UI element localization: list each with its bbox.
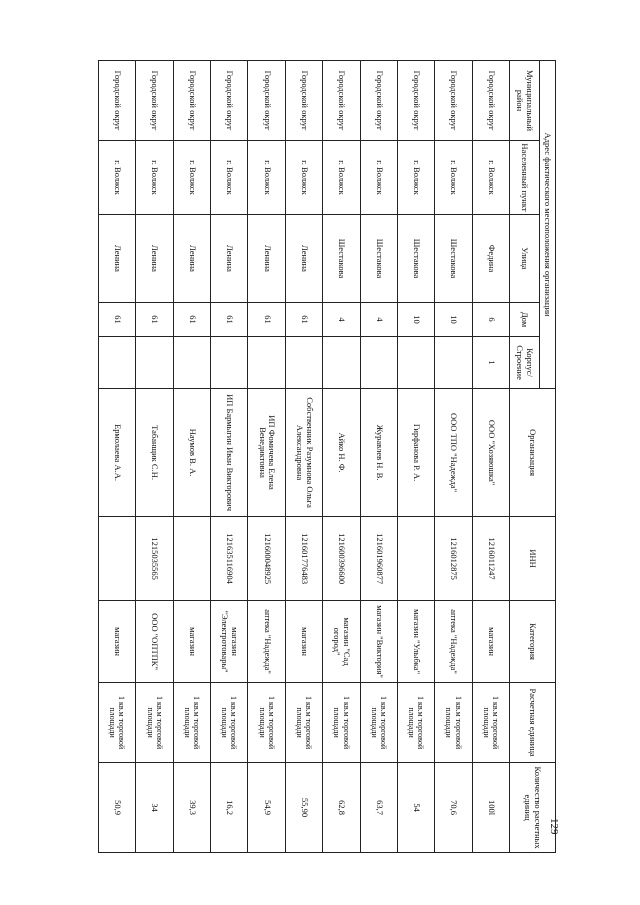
cell-unit: 1 кв.м торговой площади <box>285 683 322 763</box>
cell-district: Городской округ <box>173 61 210 141</box>
cell-organization: ИП Фомичева Елена Венедиктовна <box>248 389 285 517</box>
page-number: 129 <box>548 818 560 835</box>
cell-settlement: г. Волжск <box>136 141 173 215</box>
cell-category: магазин <box>285 601 322 683</box>
cell-settlement: г. Волжск <box>248 141 285 215</box>
cell-unit-count: 54,9 <box>248 763 285 853</box>
cell-house: 10 <box>397 303 434 337</box>
cell-unit-count: 54 <box>397 763 434 853</box>
cell-unit: 1 кв.м торговой площади <box>248 683 285 763</box>
column-header-category: Категория <box>510 601 556 683</box>
organizations-table <box>98 60 556 853</box>
table-row <box>99 61 136 853</box>
table-row <box>248 61 285 853</box>
column-header-unit-count: Количество расчетных единиц <box>510 763 556 853</box>
cell-category: магазин <box>472 601 509 683</box>
cell-district: Городской округ <box>360 61 397 141</box>
cell-category: аптека "Надежда" <box>248 601 285 683</box>
table-row <box>435 61 472 853</box>
cell-unit: 1 кв.м торговой площади <box>360 683 397 763</box>
cell-inn <box>173 517 210 601</box>
cell-unit: 1 кв.м торговой площади <box>435 683 472 763</box>
cell-district: Городской округ <box>136 61 173 141</box>
cell-settlement: г. Волжск <box>397 141 434 215</box>
column-header-settlement: Населенный пункт <box>510 141 540 215</box>
cell-settlement: г. Волжск <box>360 141 397 215</box>
cell-street: Шестакова <box>360 215 397 303</box>
cell-organization: Журавлев Н. В. <box>360 389 397 517</box>
cell-street: Шестакова <box>435 215 472 303</box>
cell-inn: 121635116904 <box>211 517 248 601</box>
cell-house: 10 <box>435 303 472 337</box>
cell-building <box>435 337 472 389</box>
cell-unit-count: 70,6 <box>435 763 472 853</box>
cell-settlement: г. Волжск <box>472 141 509 215</box>
cell-category: магазин "Улыбка" <box>397 601 434 683</box>
cell-unit-count: 63,7 <box>360 763 397 853</box>
cell-district: Городской округ <box>285 61 322 141</box>
cell-district: Городской округ <box>472 61 509 141</box>
cell-organization: ИП Бармыгин Иван Викторович <box>211 389 248 517</box>
cell-inn: 121600396600 <box>323 517 360 601</box>
cell-organization: ООО ТПО "Надежда" <box>435 389 472 517</box>
cell-inn <box>397 517 434 601</box>
cell-district: Городской округ <box>211 61 248 141</box>
cell-street: Ленина <box>248 215 285 303</box>
cell-category: магазин "Виктория" <box>360 601 397 683</box>
cell-settlement: г. Волжск <box>323 141 360 215</box>
cell-unit: 1 кв.м торговой площади <box>173 683 210 763</box>
cell-house: 6 <box>472 303 509 337</box>
cell-district: Городской округ <box>323 61 360 141</box>
cell-category: аптека "Надежда" <box>435 601 472 683</box>
cell-inn: 1216012875 <box>435 517 472 601</box>
cell-street: Ленина <box>285 215 322 303</box>
column-header-unit: Расчетная единица <box>510 683 556 763</box>
cell-organization: Айко Н. Ф. <box>323 389 360 517</box>
cell-unit-count: 50,9 <box>99 763 136 853</box>
cell-district: Городской округ <box>397 61 434 141</box>
cell-building <box>99 337 136 389</box>
cell-settlement: г. Волжск <box>285 141 322 215</box>
cell-building <box>360 337 397 389</box>
cell-unit: 1 кв.м торговой площади <box>323 683 360 763</box>
cell-district: Городской округ <box>248 61 285 141</box>
cell-street: Ленина <box>136 215 173 303</box>
cell-organization: ООО "Хозяюшка" <box>472 389 509 517</box>
cell-settlement: г. Волжск <box>211 141 248 215</box>
cell-house: 61 <box>99 303 136 337</box>
address-group-header: Адрес фактического местоположения организации <box>540 61 556 389</box>
table-row <box>360 61 397 853</box>
rotated-table-wrapper <box>98 60 556 852</box>
cell-unit: 1 кв.м торговой площади <box>99 683 136 763</box>
cell-district: Городской округ <box>435 61 472 141</box>
table-row <box>472 61 509 853</box>
table-row <box>173 61 210 853</box>
cell-organization: Собственник Разумнова Ольга Александровна <box>285 389 322 517</box>
cell-unit-count: 62,8 <box>323 763 360 853</box>
cell-street: Шестакова <box>397 215 434 303</box>
cell-category: ООО "ОПТПК" <box>136 601 173 683</box>
cell-unit: 1 кв.м торговой площади <box>472 683 509 763</box>
cell-building <box>397 337 434 389</box>
cell-building <box>136 337 173 389</box>
cell-settlement: г. Волжск <box>99 141 136 215</box>
column-header-house: Дом <box>510 303 540 337</box>
cell-organization: Наумов В. А. <box>173 389 210 517</box>
column-header-building: Корпус/ Строение <box>510 337 540 389</box>
column-header-district: Муниципальный район <box>510 61 540 141</box>
cell-unit: 1 кв.м торговой площади <box>397 683 434 763</box>
cell-building <box>173 337 210 389</box>
cell-category: магазин <box>99 601 136 683</box>
cell-settlement: г. Волжск <box>435 141 472 215</box>
cell-house: 61 <box>136 303 173 337</box>
cell-inn: 121601776483 <box>285 517 322 601</box>
column-header-organization: Организация <box>510 389 556 517</box>
cell-unit-count: 100l <box>472 763 509 853</box>
cell-house: 61 <box>211 303 248 337</box>
cell-building: 1 <box>472 337 509 389</box>
cell-inn: 1215035565 <box>136 517 173 601</box>
table-row <box>397 61 434 853</box>
cell-unit-count: 16,2 <box>211 763 248 853</box>
cell-unit-count: 39,3 <box>173 763 210 853</box>
cell-category: магазин "Электротовары" <box>211 601 248 683</box>
cell-category: магазин <box>173 601 210 683</box>
table-row <box>136 61 173 853</box>
cell-category: магазин "Сад огород" <box>323 601 360 683</box>
cell-house: 4 <box>323 303 360 337</box>
cell-district: Городской округ <box>99 61 136 141</box>
cell-settlement: г. Волжск <box>173 141 210 215</box>
cell-inn: 121601960877 <box>360 517 397 601</box>
cell-house: 61 <box>285 303 322 337</box>
cell-building <box>323 337 360 389</box>
table-row <box>211 61 248 853</box>
cell-inn: 121600048925 <box>248 517 285 601</box>
cell-inn <box>99 517 136 601</box>
cell-house: 61 <box>248 303 285 337</box>
cell-unit-count: 55,90 <box>285 763 322 853</box>
cell-street: Ленина <box>99 215 136 303</box>
cell-organization: Табанщик С.Н. <box>136 389 173 517</box>
cell-organization: Гирфанова Р. А. <box>397 389 434 517</box>
cell-street: Шестакова <box>323 215 360 303</box>
cell-street: Ленина <box>211 215 248 303</box>
cell-building <box>211 337 248 389</box>
cell-unit: 1 кв.м торговой площади <box>136 683 173 763</box>
table-row <box>323 61 360 853</box>
cell-street: Федина <box>472 215 509 303</box>
cell-unit-count: 34 <box>136 763 173 853</box>
cell-house: 4 <box>360 303 397 337</box>
cell-building <box>248 337 285 389</box>
column-header-inn: ИНН <box>510 517 556 601</box>
cell-house: 61 <box>173 303 210 337</box>
cell-unit: 1 кв.м торговой площади <box>211 683 248 763</box>
cell-building <box>285 337 322 389</box>
table-row <box>285 61 322 853</box>
cell-organization: Ермолаева А.А. <box>99 389 136 517</box>
cell-inn: 1216011247 <box>472 517 509 601</box>
column-header-street: Улица <box>510 215 540 303</box>
cell-street: Ленина <box>173 215 210 303</box>
